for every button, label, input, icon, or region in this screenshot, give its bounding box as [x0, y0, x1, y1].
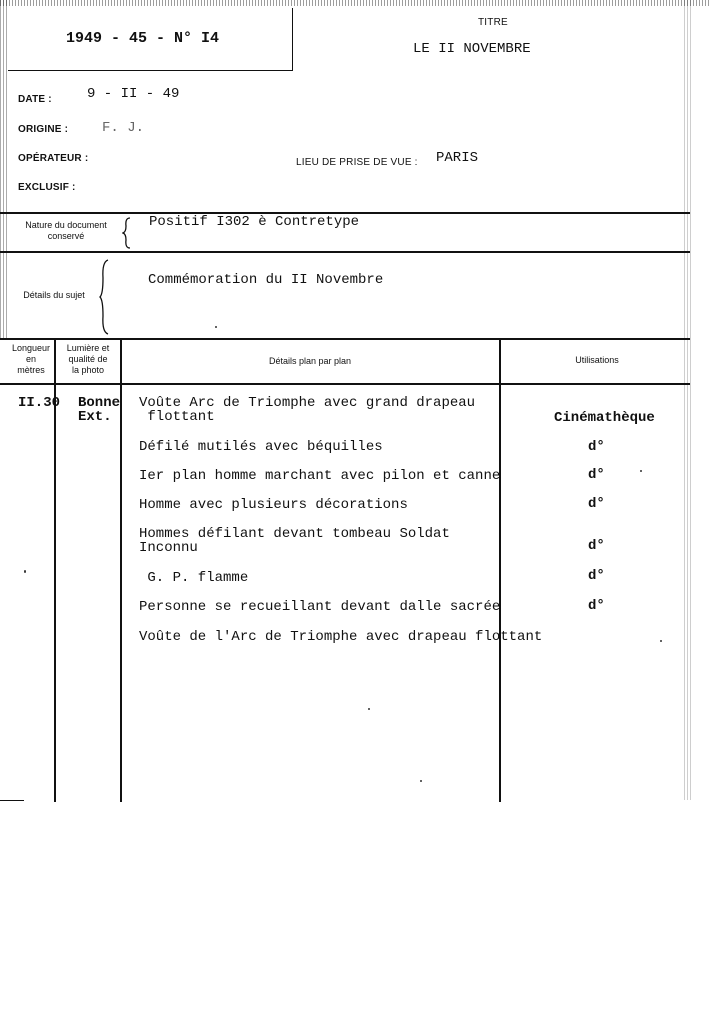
rule-table-header	[0, 383, 690, 385]
plan-row-4-line1: Homme avec plusieurs décorations	[139, 497, 408, 513]
longueur-value: II.30	[18, 395, 61, 411]
exclusif-label: EXCLUSIF :	[18, 182, 76, 193]
scan-noise-left	[0, 0, 8, 340]
scan-speck	[215, 326, 217, 328]
origine-value: F. J.	[102, 120, 145, 136]
plan-row-7-usage: d°	[588, 598, 605, 614]
date-label: DATE :	[18, 94, 52, 105]
date-value: 9 - II - 49	[87, 86, 180, 102]
header-lumiere: Lumière et qualité de la photo	[66, 343, 110, 375]
rule-left-bottom	[0, 800, 24, 801]
plan-row-2-line1: Défilé mutilés avec béquilles	[139, 439, 383, 455]
plan-row-3-line1: Ier plan homme marchant avec pilon et canne	[139, 468, 501, 484]
plan-row-5-line1: Hommes défilant devant tombeau Soldat	[139, 526, 450, 542]
scan-speck	[368, 708, 370, 710]
nature-brace	[122, 216, 132, 250]
scan-noise-top	[0, 0, 711, 6]
plan-row-3-usage: d°	[588, 467, 605, 483]
plan-row-1-line1: Voûte Arc de Triomphe avec grand drapeau	[139, 395, 476, 411]
sujet-value: Commémoration du II Novembre	[148, 272, 384, 288]
lieu-value: PARIS	[436, 150, 479, 166]
lumiere-value-2: Ext.	[78, 409, 112, 425]
rule-nature-bottom	[0, 251, 690, 253]
plan-row-5-usage: d°	[588, 538, 605, 554]
reference-number: 1949 - 45 - N° I4	[66, 30, 220, 47]
sujet-label: Détails du sujet	[23, 290, 85, 300]
plan-row-4-usage: d°	[588, 496, 605, 512]
scan-speck	[640, 470, 642, 472]
scan-noise-right	[684, 0, 692, 800]
plan-row-6-usage: d°	[588, 568, 605, 584]
scan-speck	[420, 780, 422, 782]
plan-row-2-usage: d°	[588, 439, 605, 455]
origine-label: ORIGINE :	[18, 124, 69, 135]
nature-label-line1: Nature du document	[25, 220, 107, 230]
rule-sujet-bottom	[0, 338, 690, 340]
plan-row-7-line1: Personne se recueillant devant dalle sacrée	[139, 599, 501, 615]
header-details: Détails plan par plan	[268, 356, 352, 366]
col-rule-2	[120, 338, 122, 802]
sujet-brace	[98, 258, 110, 336]
nature-value: Positif I302 è Contretype	[149, 214, 360, 230]
plan-row-6-line1: G. P. flamme	[139, 570, 249, 586]
lieu-label: LIEU DE PRISE DE VUE :	[296, 157, 418, 168]
plan-row-1-line2: flottant	[139, 409, 215, 425]
scan-speck	[24, 570, 26, 573]
nature-label	[14, 220, 118, 242]
lumiere-value-1: Bonne	[78, 395, 121, 411]
header-longueur: Longueur en mètres	[11, 343, 51, 375]
scan-speck	[660, 640, 662, 642]
nature-label-line2: conservé	[47, 231, 85, 241]
plan-row-5-line2: Inconnu	[139, 540, 198, 556]
titre-value: LE II NOVEMBRE	[413, 41, 531, 57]
operateur-label: OPÉRATEUR :	[18, 153, 89, 164]
col-rule-3	[499, 338, 501, 802]
plan-row-1-usage: Cinémathèque	[554, 410, 655, 426]
plan-row-8-line1: Voûte de l'Arc de Triomphe avec drapeau flottant	[139, 629, 543, 645]
header-utilisations: Utilisations	[575, 355, 619, 365]
titre-label: TITRE	[478, 17, 508, 28]
